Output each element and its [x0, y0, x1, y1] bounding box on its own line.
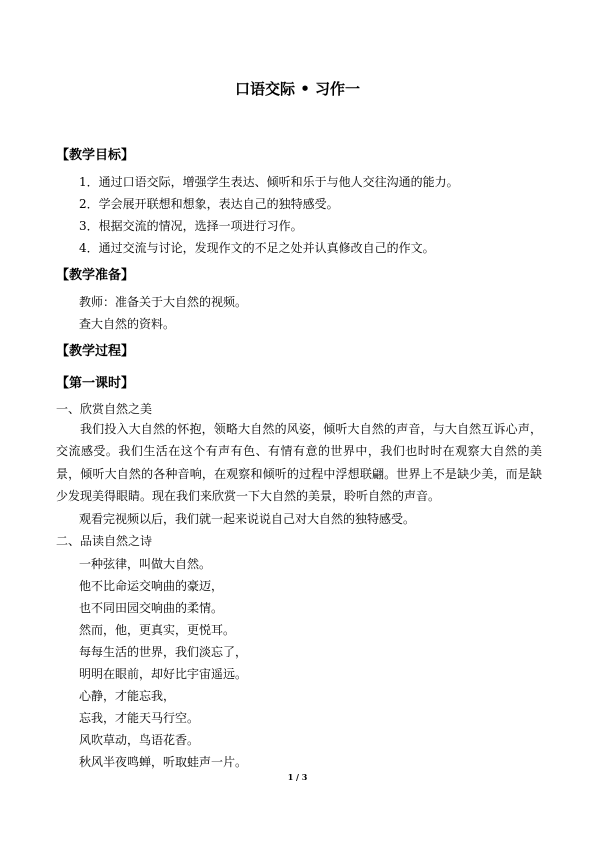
- poem-line: 一种弦律，叫做大自然。: [79, 557, 212, 571]
- poem-line: 忘我，才能天马行空。: [79, 711, 200, 725]
- goal-item: 4．通过交流与讨论，发现作文的不足之处并认真修改自己的作文。: [79, 241, 435, 255]
- part1-paragraph: 我们投入大自然的怀抱，领略大自然的风姿，倾听大自然的声音，与大自然互诉心声，交流感受。我们生活在这个有声有色、有情有意的世界中，我们也时时在观察大自然的美景，倾听大自然的各种音响，在观察和倾听的过程中浮想联翩。世界上不是缺少美，而是缺少发现美得眼睛。现在我们来欣赏一下大自然的美景，聆听自然的声音。: [56, 422, 542, 503]
- prep-item: 查大自然的资料。: [79, 317, 176, 331]
- poem-line: 心静，才能忘我，: [79, 689, 176, 703]
- process-heading: 【教学过程】: [56, 344, 135, 359]
- goal-item: 1．通过口语交际，增强学生表达、倾听和乐于与他人交往沟通的能力。: [79, 175, 459, 189]
- goal-item: 2．学会展开联想和想象，表达自己的独特感受。: [79, 197, 339, 211]
- prep-heading: 【教学准备】: [56, 268, 135, 283]
- poem-line: 秋风半夜鸣蝉，听取蛙声一片。: [79, 755, 248, 769]
- prep-item: 教师：准备关于大自然的视频。: [79, 295, 248, 309]
- part2-title: 二、品读自然之诗: [56, 534, 153, 548]
- poem-line: 每每生活的世界，我们淡忘了，: [79, 645, 248, 659]
- poem-line: 风吹草动，鸟语花香。: [79, 733, 200, 747]
- lesson-heading: 【第一课时】: [56, 376, 135, 391]
- poem-line: 也不同田园交响曲的柔情。: [79, 601, 224, 615]
- poem-line: 明明在眼前，却好比宇宙遥远。: [79, 667, 248, 681]
- goal-item: 3．根据交流的情况，选择一项进行习作。: [79, 219, 303, 233]
- page-number: 1 / 3: [287, 772, 308, 782]
- goals-heading: 【教学目标】: [56, 148, 135, 163]
- part1-paragraph-2: 观看完视频以后，我们就一起来说说自己对大自然的独特感受。: [79, 512, 416, 526]
- poem-line: 他不比命运交响曲的豪迈，: [79, 579, 224, 593]
- part1-title: 一、欣赏自然之美: [56, 402, 153, 416]
- poem-line: 然而，他，更真实，更悦耳。: [79, 623, 236, 637]
- page-title: 口语交际 • 习作一: [234, 80, 361, 98]
